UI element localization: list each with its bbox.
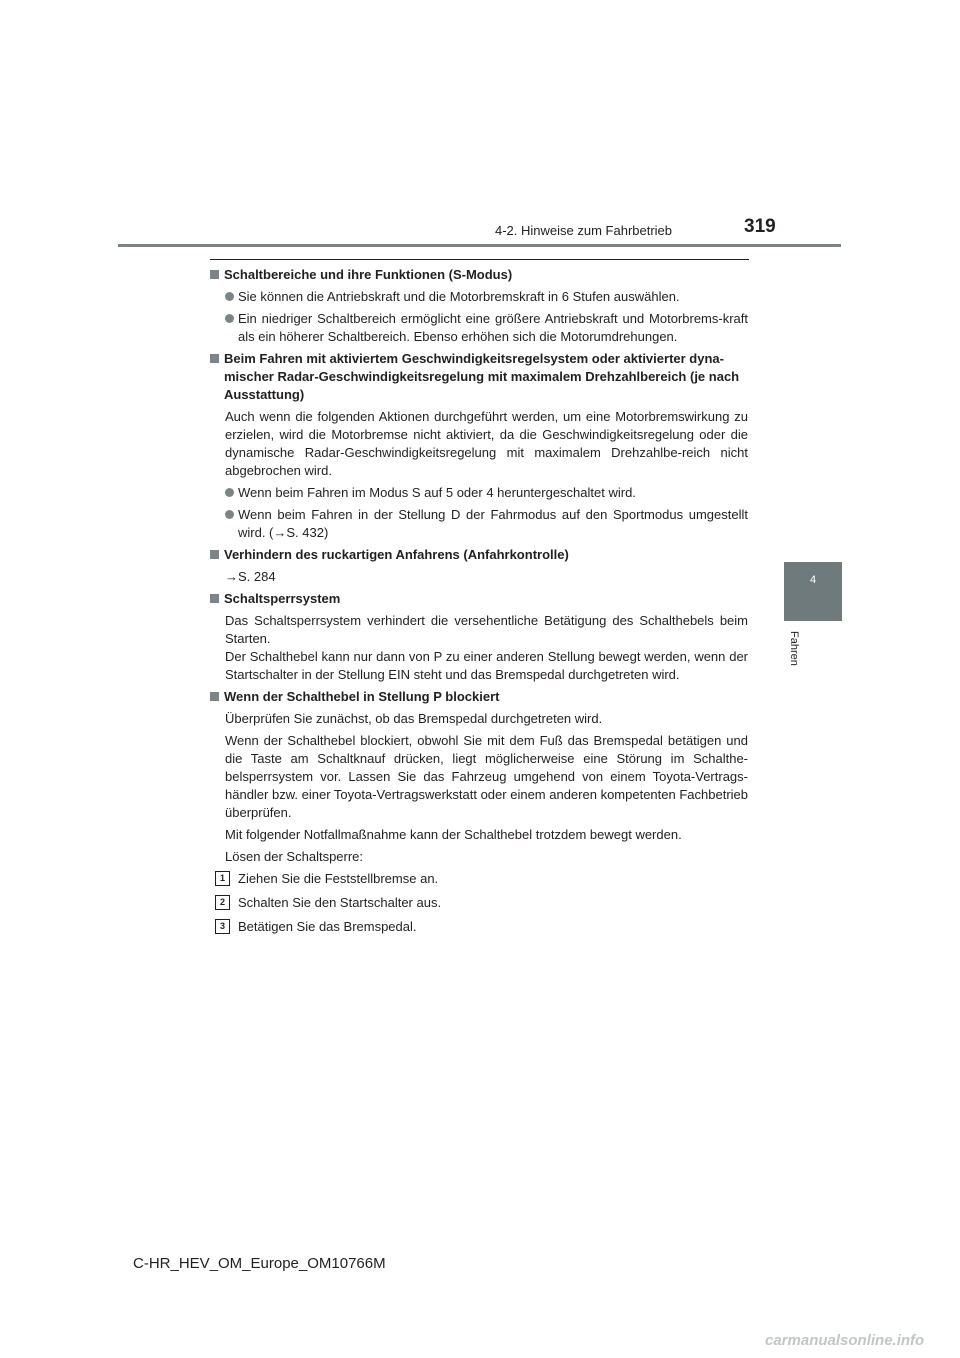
round-bullet-icon — [225, 510, 234, 519]
step-number-box: 3 — [215, 919, 230, 934]
paragraph: Überprüfen Sie zunächst, ob das Bremspedal durchgetreten wird. — [225, 711, 603, 726]
list-item: Wenn beim Fahren im Modus S auf 5 oder 4 heruntergeschaltet wird. — [210, 484, 748, 502]
round-bullet-icon — [225, 292, 234, 301]
paragraph: Auch wenn die folgenden Aktionen durchgeführt werden, um eine Motorbremswirkung zu erzielen, wird die Motorbremse nicht aktiviert, da die Geschwindigkeitsregelung oder die dynamische Radar-Geschwindigkeitsregelung mit maximalem Drehzahlbe-reich nicht abgebrochen wird. — [225, 409, 748, 478]
chapter-tab — [784, 562, 842, 621]
list-item: Wenn beim Fahren in der Stellung D der Fahrmodus auf den Sportmodus umgestellt wird. (→S. 432) — [210, 506, 748, 542]
header-section-title: 4-2. Hinweise zum Fahrbetrieb — [495, 223, 673, 238]
square-bullet-icon — [210, 594, 219, 603]
section-heading: Schaltsperrsystem — [210, 590, 748, 608]
square-bullet-icon — [210, 692, 219, 701]
footer-doc-id: C-HR_HEV_OM_Europe_OM10766M — [133, 1255, 386, 1272]
round-bullet-icon — [225, 314, 234, 323]
chapter-number: 4 — [809, 574, 817, 586]
section-heading: Beim Fahren mit aktiviertem Geschwindigkeitsregelsystem oder aktivierter dyna-mischer Radar-Geschwindigkeitsregelung mit maximalem Drehzahlbereich (je nach Ausstattung) — [210, 350, 748, 404]
chapter-label-text: Fahren — [788, 631, 800, 666]
paragraph: Der Schalthebel kann nur dann von P zu einer anderen Stellung bewegt werden, wenn der Startschalter in der Stellung EIN steht und das Bremspedal durchgetreten wird. — [225, 649, 748, 682]
page-reference: →S. 284 — [225, 569, 276, 584]
chapter-label — [782, 631, 806, 681]
step-item: 3 Betätigen Sie das Bremspedal. — [210, 918, 748, 936]
step-number-box: 2 — [215, 895, 230, 910]
step-item: 2 Schalten Sie den Startschalter aus. — [210, 894, 748, 912]
list-item: Sie können die Antriebskraft und die Motorbremskraft in 6 Stufen auswählen. — [210, 288, 748, 306]
paragraph: Wenn der Schalthebel blockiert, obwohl Sie mit dem Fuß das Bremspedal betätigen und die Taste am Schaltknauf drücken, liegt möglicherweise eine Störung im Schalthe-belsperrsystem vor. Lassen Sie das Fahrzeug umgehend von einem Toyota-Vertrags-händler bzw. einer Toyota-Vertragswerkstatt oder einem anderen kompetenten Fachbetrieb überprüfen. — [225, 733, 748, 820]
round-bullet-icon — [225, 488, 234, 497]
page-number: 319 — [744, 216, 776, 237]
header-rule — [118, 244, 841, 247]
square-bullet-icon — [210, 354, 219, 363]
page-content — [210, 266, 748, 942]
square-bullet-icon — [210, 550, 219, 559]
section-heading: Wenn der Schalthebel in Stellung P blockiert — [210, 688, 748, 706]
paragraph: Mit folgender Notfallmaßnahme kann der Schalthebel trotzdem bewegt werden. — [225, 827, 682, 842]
paragraph: Das Schaltsperrsystem verhindert die versehentliche Betätigung des Schalthebels beim Starten. — [225, 613, 748, 646]
watermark: carmanualsonline.info — [765, 1332, 925, 1349]
step-number-box: 1 — [215, 871, 230, 886]
square-bullet-icon — [210, 270, 219, 279]
section-rule — [210, 259, 749, 260]
list-item: Ein niedriger Schaltbereich ermöglicht eine größere Antriebskraft und Motorbrems-kraft als ein höherer Schaltbereich. Ebenso erhöhen sich die Motorumdrehungen. — [210, 310, 748, 346]
section-heading: Schaltbereiche und ihre Funktionen (S-Modus) — [210, 266, 748, 284]
paragraph: Lösen der Schaltsperre: — [225, 849, 364, 864]
section-heading: Verhindern des ruckartigen Anfahrens (Anfahrkontrolle) — [210, 546, 748, 564]
step-item: 1 Ziehen Sie die Feststellbremse an. — [210, 870, 748, 888]
